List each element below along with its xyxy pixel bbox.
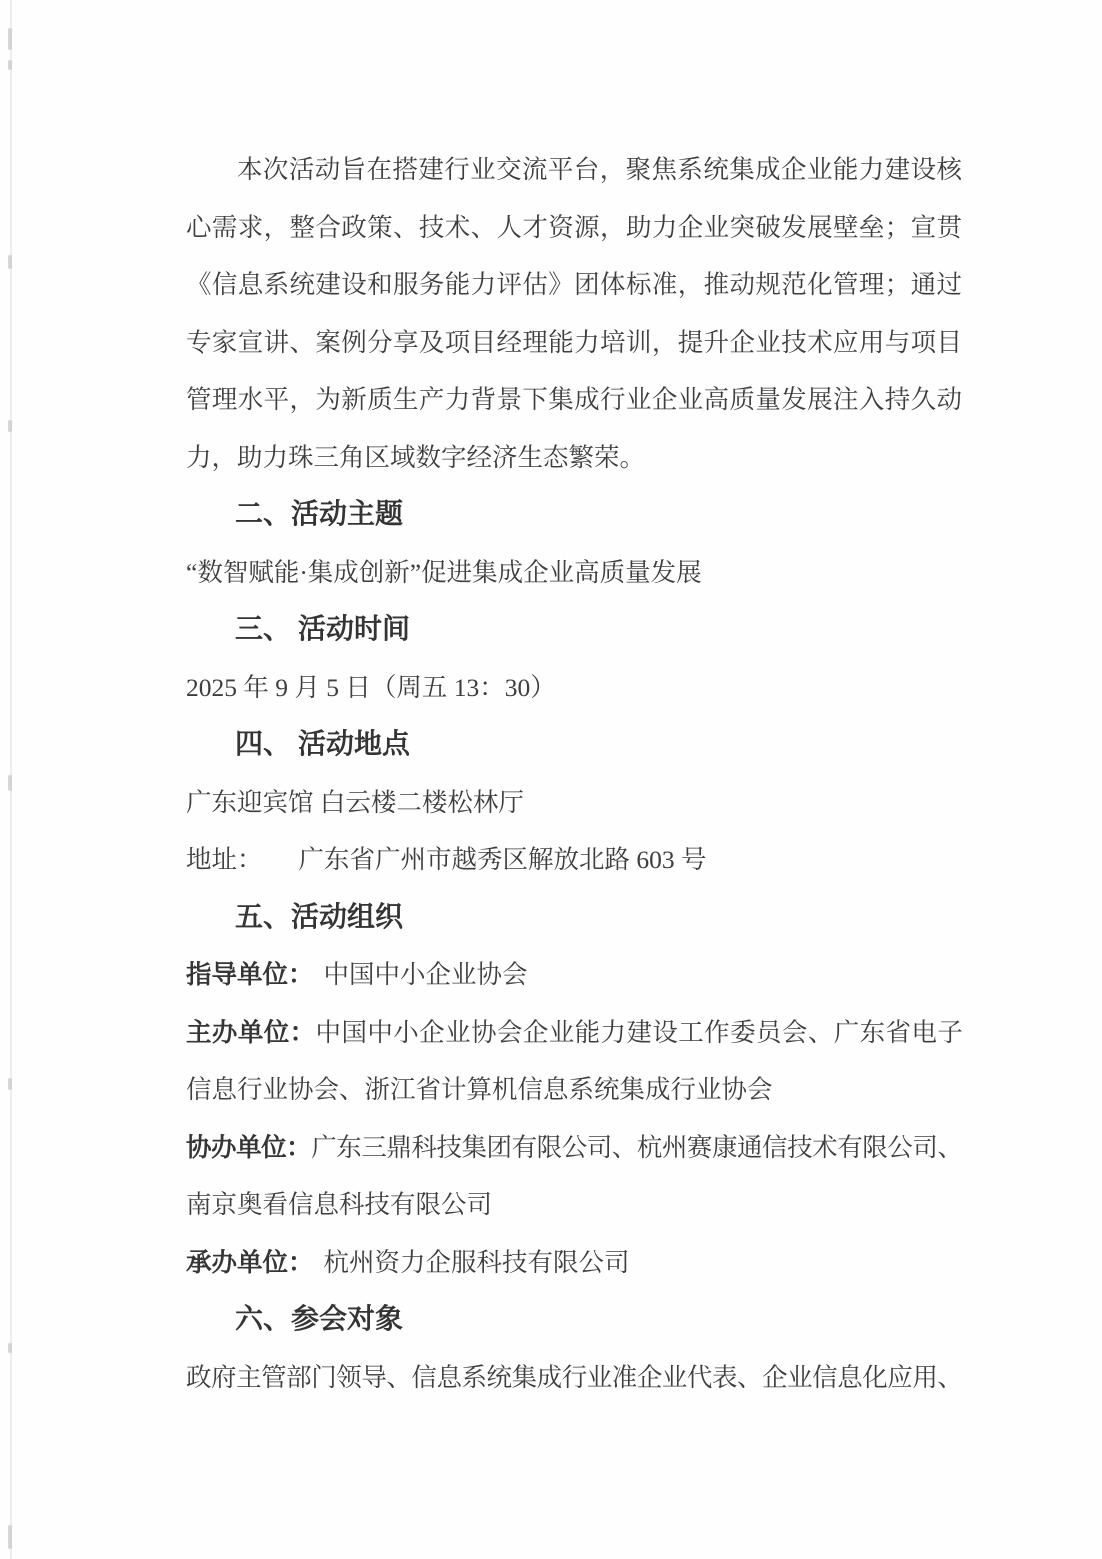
co-organizer-line-1 (186, 1119, 962, 1177)
intro-line-6: 力，助力珠三角区域数字经济生态繁荣。 (186, 442, 646, 472)
attendees-line-1: 政府主管部门领导、信息系统集成行业准企业代表、企业信息化应用、 (186, 1362, 962, 1392)
host-unit-line-2: 信息行业协会、浙江省计算机信息系统集成行业协会 (186, 1075, 773, 1104)
co-organizer-label: 协办单位： (186, 1132, 312, 1162)
intro-line-5: 管理水平，为新质生产力背景下集成行业企业高质量发展注入持久动 (186, 385, 962, 414)
scan-mark (8, 1343, 12, 1353)
guide-unit-label: 指导单位： (186, 960, 314, 989)
undertaker-label: 承办单位： (186, 1247, 314, 1277)
guide-unit-value: 中国中小企业协会 (323, 960, 528, 989)
scan-mark (8, 1078, 12, 1090)
address-value: 广东省广州市越秀区解放北路 603 号 (298, 845, 707, 874)
undertaker-value: 杭州资力企服科技有限公司 (323, 1247, 630, 1277)
scan-mark (8, 255, 12, 269)
co-organizer-line-2: 南京奥看信息科技有限公司 (186, 1190, 493, 1219)
intro-line-1: 本次活动旨在搭建行业交流平台，聚焦系统集成企业能力建设核 (237, 155, 962, 184)
host-unit-label: 主办单位： (186, 1017, 316, 1047)
section-org-heading: 五、活动组织 (235, 901, 404, 933)
theme-line: “数智赋能·集成创新”促进集成企业高质量发展 (186, 557, 702, 587)
section-time-heading: 三、 活动时间 (235, 614, 411, 645)
venue-line: 广东迎宾馆 白云楼二楼松林厅 (186, 787, 524, 817)
address-line (186, 831, 962, 889)
host-unit-value-1: 中国中小企业协会企业能力建设工作委员会、广东省电子 (315, 1017, 962, 1047)
scan-mark (8, 28, 12, 50)
scan-mark (8, 775, 12, 791)
section-theme-heading: 二、活动主题 (235, 499, 404, 530)
section-venue-heading: 四、 活动地点 (235, 729, 411, 760)
co-organizer-value-1: 广东三鼎科技集团有限公司、杭州赛康通信技术有限公司、 (311, 1132, 962, 1162)
address-label: 地址： (186, 845, 263, 874)
scan-mark (8, 60, 12, 70)
section-attendees-heading: 六、参会对象 (235, 1304, 404, 1335)
datetime-line: 2025 年 9 月 5 日（周五 13：30） (186, 672, 556, 702)
scan-mark (8, 1525, 12, 1549)
guide-unit-line (186, 946, 962, 1004)
scan-mark (8, 420, 12, 432)
intro-line-4: 专家宣讲、案例分享及项目经理能力培训，提升企业技术应用与项目 (186, 327, 962, 357)
intro-line-3: 《信息系统建设和服务能力评估》团体标准，推动规范化管理；通过 (186, 270, 962, 299)
document-body (186, 141, 962, 1406)
intro-line-2: 心需求，整合政策、技术、人才资源，助力企业突破发展壁垒；宣贯 (186, 212, 962, 242)
undertaker-line (186, 1234, 962, 1292)
host-unit-line-1 (186, 1004, 962, 1062)
